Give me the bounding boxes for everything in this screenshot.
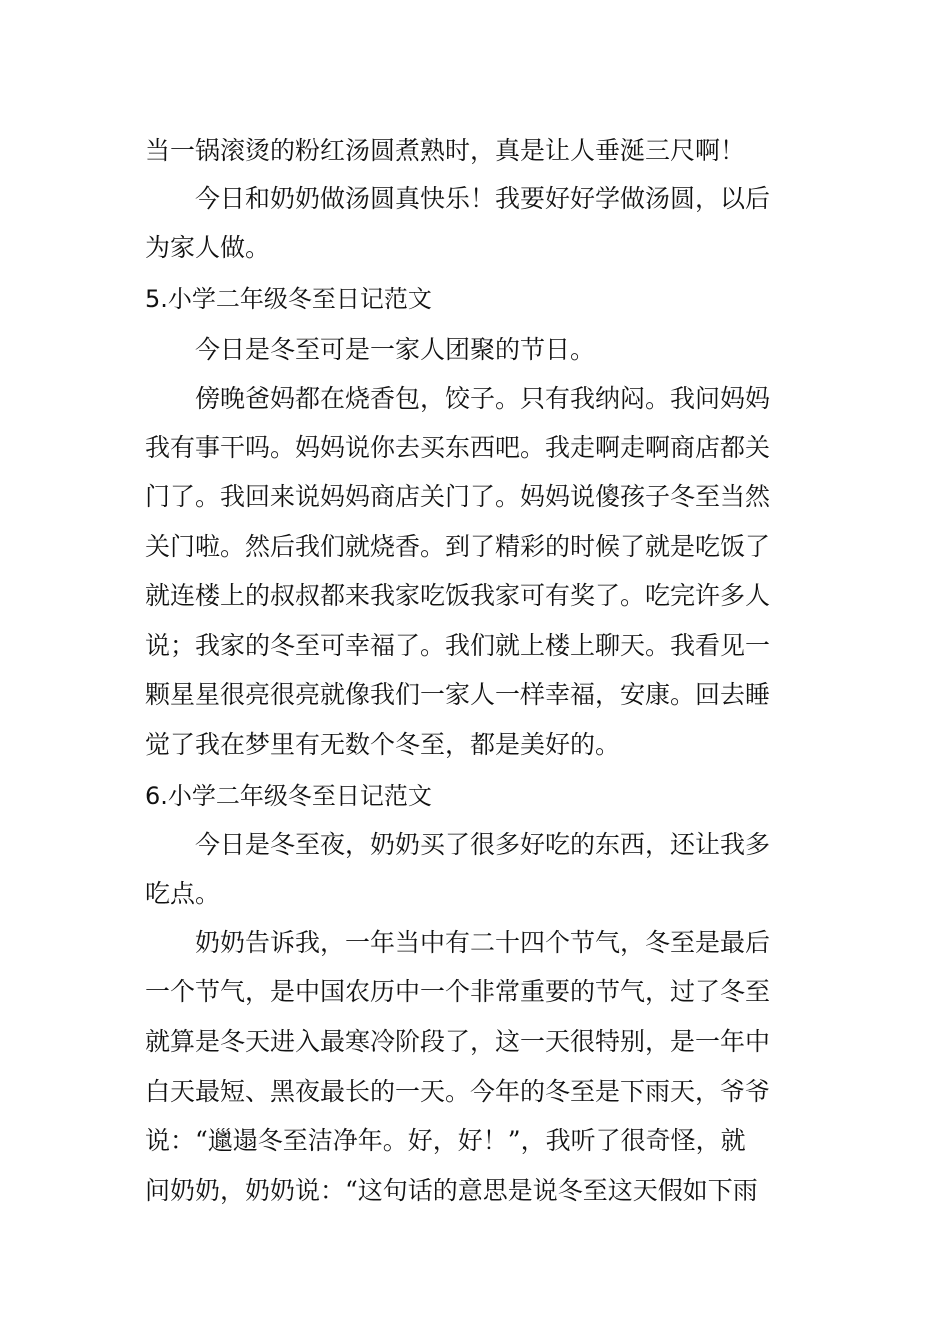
section-heading: 5.小学二年级冬至日记范文 — [145, 285, 432, 313]
text-line: 问奶奶，奶奶说：“这句话的意思是说冬至这天假如下雨 — [145, 1176, 758, 1205]
text-line: 就算是冬天进入最寒冷阶段了，这一天很特别，是一年中 — [145, 1027, 771, 1056]
text-line: 白天最短、黑夜最长的一天。今年的冬至是下雨天，爷爷 — [145, 1077, 771, 1106]
text-line: 为家人做。 — [145, 233, 271, 262]
text-line: 就连楼上的叔叔都来我家吃饭我家可有奖了。吃完许多人 — [145, 581, 771, 610]
text-line: 我有事干吗。妈妈说你去买东西吧。我走啊走啊商店都关 — [145, 433, 771, 462]
paragraph-first-line: 今日是冬至夜，奶奶买了很多好吃的东西，还让我多 — [195, 830, 771, 859]
text-line: 门了。我回来说妈妈商店关门了。妈妈说傻孩子冬至当然 — [145, 482, 771, 511]
section-heading: 6.小学二年级冬至日记范文 — [145, 782, 432, 810]
paragraph-first-line: 傍晚爸妈都在烧香包，饺子。只有我纳闷。我问妈妈 — [195, 384, 771, 413]
text-line: 吃点。 — [145, 879, 221, 908]
paragraph-first-line: 奶奶告诉我，一年当中有二十四个节气，冬至是最后 — [195, 928, 771, 957]
text-line: 说：“邋遢冬至洁净年。好，好！”，我听了很奇怪，就 — [145, 1126, 746, 1155]
text-line: 当一锅滚烫的粉红汤圆煮熟时，真是让人垂涎三尺啊！ — [145, 136, 746, 165]
text-line: 说；我家的冬至可幸福了。我们就上楼上聊天。我看见一 — [145, 631, 771, 660]
text-line: 觉了我在梦里有无数个冬至，都是美好的。 — [145, 730, 621, 759]
text-line: 颗星星很亮很亮就像我们一家人一样幸福，安康。回去睡 — [145, 680, 771, 709]
paragraph-first-line: 今日是冬至可是一家人团聚的节日。 — [195, 335, 596, 364]
text-line: 一个节气，是中国农历中一个非常重要的节气，过了冬至 — [145, 977, 771, 1006]
text-line: 关门啦。然后我们就烧香。到了精彩的时候了就是吃饭了 — [145, 532, 771, 561]
paragraph-first-line: 今日和奶奶做汤圆真快乐！我要好好学做汤圆，以后 — [195, 184, 771, 213]
